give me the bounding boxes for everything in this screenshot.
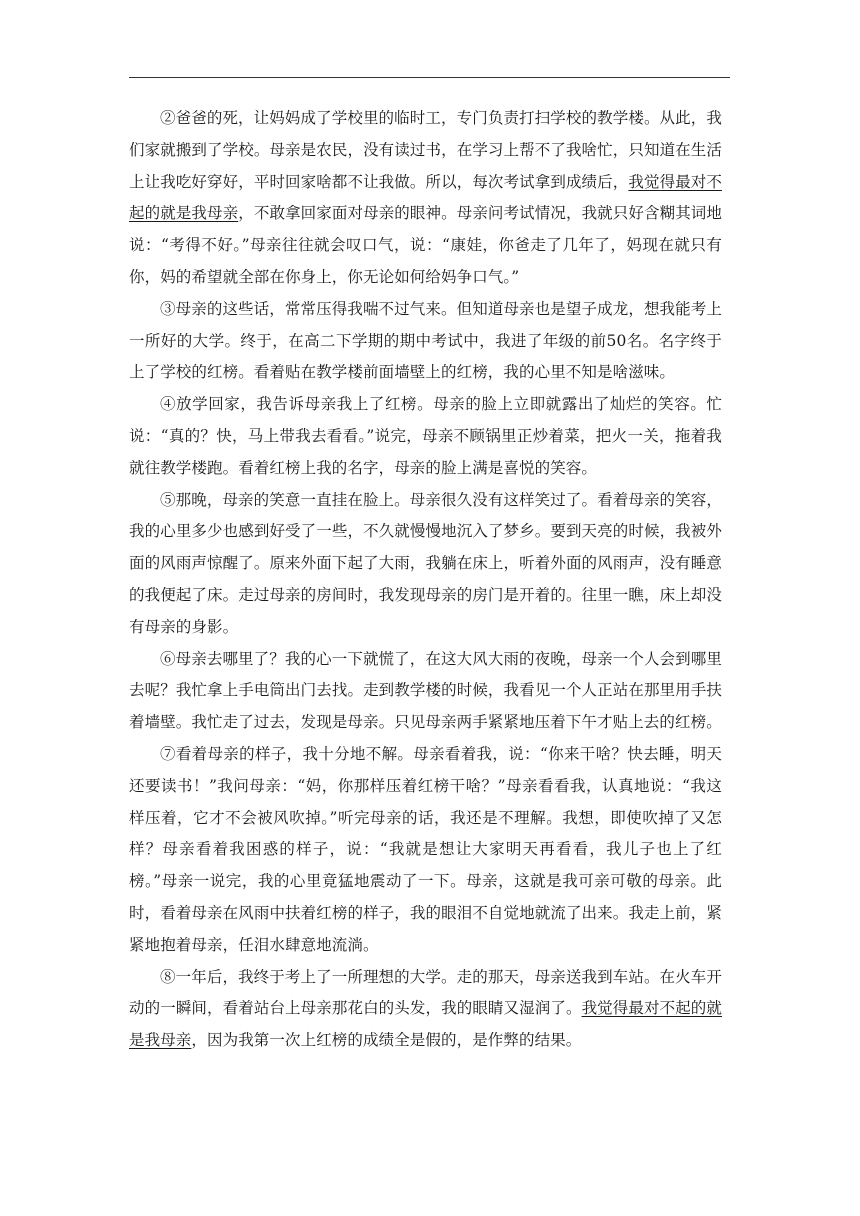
- paragraph: [129, 962, 722, 1057]
- paragraph: [129, 389, 722, 484]
- paragraph: [129, 739, 722, 962]
- text-run: ③母亲的这些话，常常压得我喘不过气来。但知道母亲也是望子成龙，想我能考上一所好的大学。终于，在高二下学期的期中考试中，我进了年级的前50名。名字终于上了学校的红榜。看着贴在教学楼前面墙壁上的红榜，我的心里不知是啥滋味。: [129, 299, 722, 382]
- paragraph: [129, 294, 722, 389]
- underlined-sentence: 我觉得最对不起的就是我母亲: [129, 172, 723, 223]
- text-run: ②爸爸的死，让妈妈成了学校里的临时工，专门负责打扫学校的教学楼。从此，我们家就搬到了学校。母亲是农民，没有读过书，在学习上帮不了我啥忙，只知道在生活上让我吃好穿好，平时回家啥都不让我做。所以，每次考试拿到成绩后，: [129, 109, 722, 191]
- paragraph: [129, 644, 722, 739]
- text-run: ⑧一年后，我终于考上了一所理想的大学。走的那天，母亲送我到车站。在火车开动的一瞬间，看着站台上母亲那花白的头发，我的眼睛又湿润了。: [129, 967, 722, 1018]
- text-run: ⑦看着母亲的样子，我十分地不解。母亲看着我，说：“你来干啥？快去睡，明天还要读书！”我问母亲：“妈，你那样压着红榜干啥？”母亲看看我，认真地说：“我这样压着，它才不会被风吹掉。”听完母亲的话，我还是不理解。我想，即使吹掉了又怎样？母亲看着我困惑的样子，说：“我就是想让大家明天再看看，我儿子也上了红榜。”母亲一说完，我的心里竟猛地震动了一下。母亲，这就是我可亲可敬的母亲。此时，看着母亲在风雨中扶着红榜的样子，我的眼泪不自觉地就流了出来。我走上前，紧紧地抱着母亲，任泪水肆意地流淌。: [129, 744, 722, 954]
- text-run: ⑥母亲去哪里了？我的心一下就慌了，在这大风大雨的夜晚，母亲一个人会到哪里去呢？我忙拿上手电筒出门去找。走到教学楼的时候，我看见一个人正站在那里用手扶着墙壁。我忙走了过去，发现是母亲。只见母亲两手紧紧地压着下午才贴上去的红榜。: [129, 649, 722, 732]
- text-run: ，因为我第一次上红榜的成绩全是假的，是作弊的结果。: [191, 1031, 582, 1050]
- text-run: ④放学回家，我告诉母亲我上了红榜。母亲的脸上立即就露出了灿烂的笑容。忙说：“真的？快，马上带我去看看。”说完，母亲不顾锅里正炒着菜，把火一关，拖着我就往教学楼跑。看着红榜上我的名字，母亲的脸上满是喜悦的笑容。: [129, 395, 722, 477]
- article-body: [129, 103, 722, 1057]
- paragraph: [129, 485, 722, 644]
- paragraph: [129, 103, 722, 294]
- header-rule: [129, 77, 730, 78]
- text-run: ，不敢拿回家面对母亲的眼神。母亲问考试情况，我就只好含糊其词地说：“考得不好。”母亲往往就会叹口气，说：“康娃，你爸走了几年了，妈现在就只有你，妈的希望就全部在你身上，你无论如何给妈争口气。”: [129, 204, 723, 286]
- text-run: ⑤那晚，母亲的笑意一直挂在脸上。母亲很久没有这样笑过了。看着母亲的笑容，我的心里多少也感到好受了一些，不久就慢慢地沉入了梦乡。要到天亮的时候，我被外面的风雨声惊醒了。原来外面下起了大雨，我躺在床上，听着外面的风雨声，没有睡意的我便起了床。走过母亲的房间时，我发现母亲的房门是开着的。往里一瞧，床上却没有母亲的身影。: [129, 490, 722, 636]
- underlined-sentence: 我觉得最对不起的就是我母亲: [129, 999, 723, 1050]
